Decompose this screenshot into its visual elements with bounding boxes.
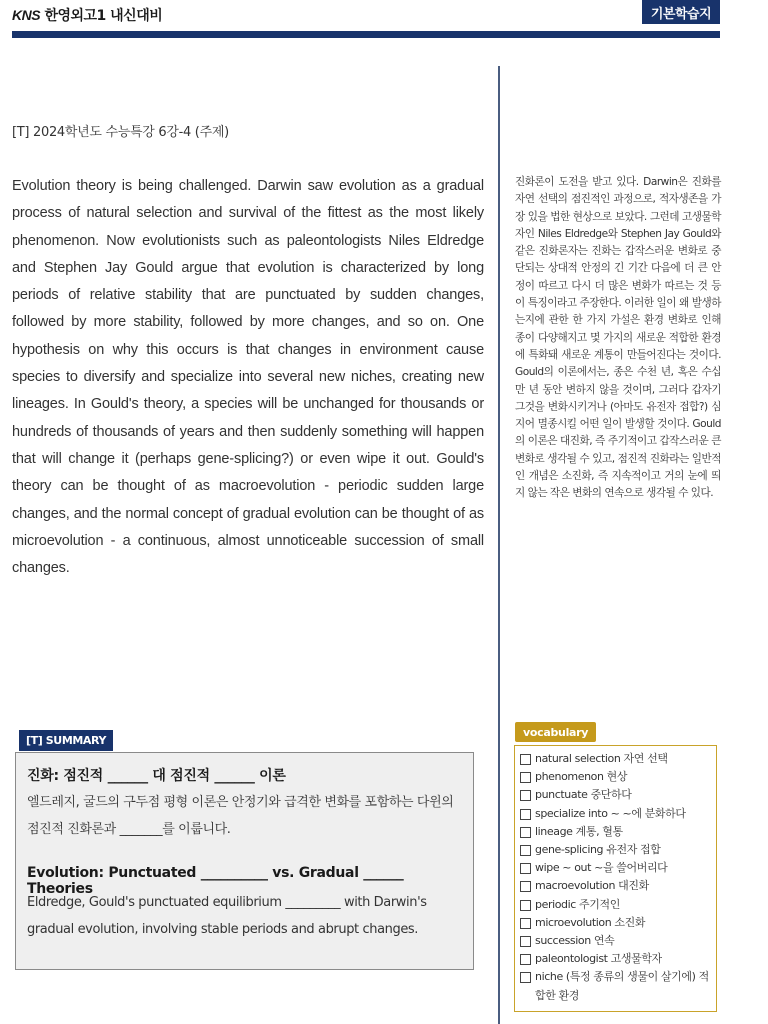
vocab-item xyxy=(520,859,713,877)
checkbox[interactable] xyxy=(520,754,531,765)
vocab-item xyxy=(520,823,713,841)
checkbox[interactable] xyxy=(520,918,531,929)
vocab-item xyxy=(520,914,713,932)
checkbox[interactable] xyxy=(520,827,531,838)
checkbox[interactable] xyxy=(520,790,531,801)
worksheet-type-badge: 기본학습지 xyxy=(642,0,720,24)
vocab-item xyxy=(520,932,713,950)
vocab-item xyxy=(520,877,713,895)
english-passage: Evolution theory is being challenged. Darwin saw evolution as a gradual process of natural selection and survival of the fittest as the most likely phenomenon. Now evolutionists such as paleontologists Niles Eldredge and Stephen Jay Gould argue that evolution is characterized by long periods of relative stability that are punctuated by sudden changes, followed by more stability, followed by more changes, and so on. One hypothesis on why this occurs is that changes in environment cause species to diversify and specialize into several new niches, creating new lineages. In Gould's theory, a species will be unchanged for thousands or hundreds of thousands of years and then suddenly something will happen that will change it (perhaps gene-splicing?) or even wipe it out. Gould's theory can be thought of as macroevolution - periodic sudden large changes, and the normal concept of gradual evolution can be thought of as microevolution - a continuous, almost unnoticeable succession of small changes. xyxy=(12,178,484,577)
vocab-term: natural selection 자연 선택 xyxy=(535,752,668,765)
summary-box xyxy=(15,752,474,970)
vocab-term: specialize into ~ ~에 분화하다 xyxy=(535,806,686,820)
vocab-item xyxy=(520,786,713,804)
vocab-item xyxy=(520,896,713,914)
checkbox[interactable] xyxy=(520,809,531,820)
checkbox[interactable] xyxy=(520,845,531,856)
column-divider xyxy=(498,66,500,1024)
vocab-item xyxy=(520,841,713,859)
passage-source: [T] 2024학년도 수능특강 6강-4 (주제) xyxy=(12,125,229,140)
summary-english-title: Evolution: Punctuated __________ vs. Gradual ______ Theories xyxy=(27,865,404,897)
summary-korean-text: 엘드레지, 굴드의 구두점 평형 이론은 안정기와 급격한 변화를 포함하는 다윈의 점진적 진화론과 _______를 이룹니다. xyxy=(27,795,454,837)
vocab-term: niche (특정 종류의 생물이 살기에) 적합한 환경 xyxy=(535,970,709,1002)
checkbox[interactable] xyxy=(520,772,531,783)
header-divider xyxy=(12,31,720,38)
summary-english-text: Eldredge, Gould's punctuated equilibrium _________ with Darwin's gradual evolution, involving stable periods and abrupt changes. xyxy=(27,895,427,937)
vocab-term: microevolution 소진화 xyxy=(535,915,646,929)
vocab-item xyxy=(520,968,713,1004)
checkbox[interactable] xyxy=(520,863,531,874)
checkbox[interactable] xyxy=(520,972,531,983)
vocab-term: gene-splicing 유전자 접합 xyxy=(535,843,661,857)
summary-spacer xyxy=(27,843,463,865)
vocab-term: wipe ~ out ~을 쓸어버리다 xyxy=(535,861,668,875)
vocab-term: paleontologist 고생물학자 xyxy=(535,952,662,966)
vocabulary-list xyxy=(514,745,717,1012)
vocab-term: punctuate 중단하다 xyxy=(535,788,632,802)
vocab-item xyxy=(520,950,713,968)
vocab-item xyxy=(520,750,713,768)
korean-translation: 진화론이 도전을 받고 있다. Darwin은 진화를 자연 선택의 점진적인 과정으로, 적자생존을 가장 있을 법한 현상으로 보았다. 그런데 고생물학자인 Niles Eldredge와 Stephen Jay Gould와 같은 진화론자는 진화는 갑작스러운 변화로 중단되는 상대적 안정의 긴 기간 다음에 더 큰 안정이 따르고 다시 더 많은 변화가 따르는 것 등이 특징이라고 주장한다. 이러한 일이 왜 발생하는지에 관한 한 가지 가설은 환경 변화로 인해 종이 다양해지고 몇 가지의 새로운 적합한 환경에 특화돼 새로운 계통이 만들어진다는 것이다. Gould의 이론에서는, 종은 수천 년, 혹은 수십만 년 동안 변하지 않을 것이며, 그러다 갑자기 그것을 변화시키거나 (아마도 유전자 접합?) 심지어 멸종시킬 어떤 일이 발생할 것이다. Gould의 이론은 대진화, 즉 주기적이고 갑작스러운 큰 변화로 생각될 수 있고, 점진적 진화라는 일반적인 개념은 소진화, 즉 지속적이고 거의 눈에 띄지 않는 작은 변화의 연속으로 생각될 수 있다. xyxy=(515,176,721,500)
checkbox[interactable] xyxy=(520,954,531,965)
vocab-item xyxy=(520,805,713,823)
vocab-term: periodic 주기적인 xyxy=(535,897,620,911)
document-header xyxy=(12,5,162,25)
vocab-term: lineage 계통, 혈통 xyxy=(535,824,623,838)
vocab-item xyxy=(520,768,713,786)
document-title: 한영외고1 내신대비 xyxy=(44,8,163,24)
checkbox[interactable] xyxy=(520,881,531,892)
vocab-term: phenomenon 현상 xyxy=(535,770,628,784)
summary-korean-title: 진화: 점진적 ______ 대 점진적 ______ 이론 xyxy=(27,768,286,784)
vocabulary-tag: vocabulary xyxy=(515,722,596,742)
summary-tag: [T] SUMMARY xyxy=(19,730,113,751)
checkbox[interactable] xyxy=(520,900,531,911)
vocab-term: macroevolution 대진화 xyxy=(535,879,649,893)
brand-logo: KNS xyxy=(12,7,41,23)
checkbox[interactable] xyxy=(520,936,531,947)
vocab-term: succession 연속 xyxy=(535,934,615,948)
